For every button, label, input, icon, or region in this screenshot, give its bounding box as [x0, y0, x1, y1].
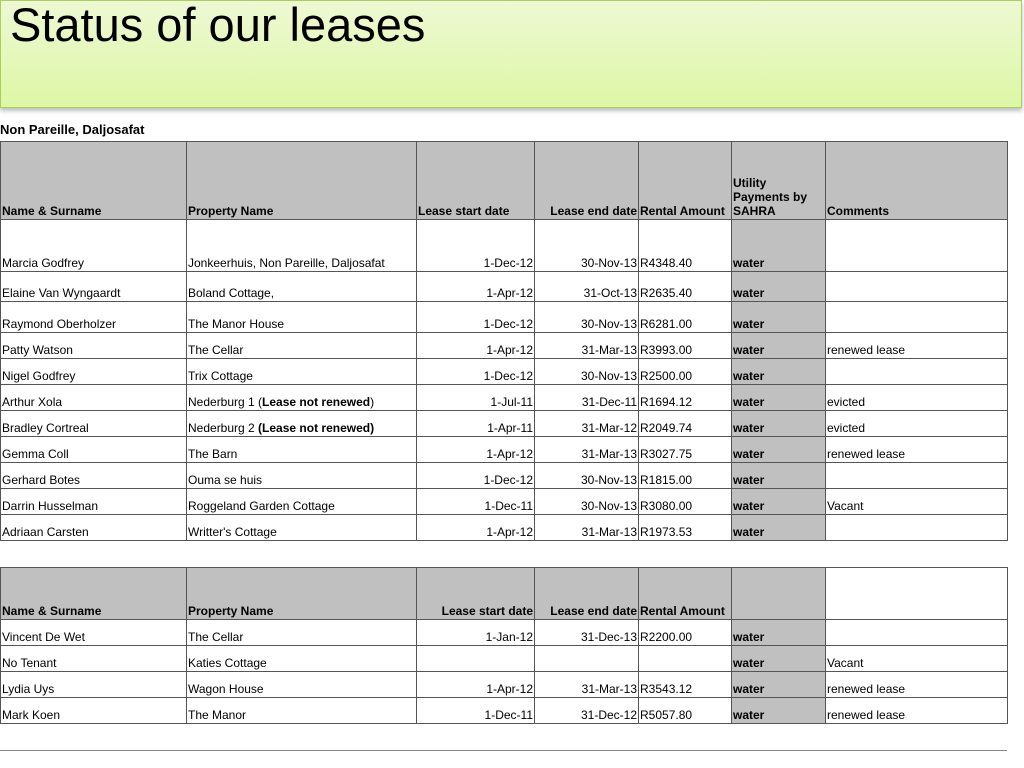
table-row	[1, 333, 1008, 359]
cell-name: Vincent De Wet	[1, 620, 187, 646]
table-row	[1, 672, 1008, 698]
cell-name: Gemma Coll	[1, 437, 187, 463]
cell-utility: water	[732, 672, 826, 698]
header-comments: Comments	[826, 142, 1008, 220]
cell-end-date: 31-Dec-13	[535, 620, 639, 646]
cell-property: Katies Cottage	[187, 646, 417, 672]
cell-end-date: 30-Nov-13	[535, 302, 639, 333]
table-row	[1, 302, 1008, 333]
property-note-text: (Lease not renewed)	[258, 421, 375, 435]
header-name: Name & Surname	[1, 568, 187, 620]
cell-start-date: 1-Apr-12	[417, 515, 535, 541]
cell-property	[187, 411, 417, 437]
header-property: Property Name	[187, 568, 417, 620]
cell-end-date: 31-Dec-11	[535, 385, 639, 411]
table-row	[1, 359, 1008, 385]
cell-end-date: 30-Nov-13	[535, 489, 639, 515]
cell-start-date: 1-Dec-12	[417, 359, 535, 385]
cell-comments	[826, 620, 1008, 646]
cell-start-date: 1-Apr-12	[417, 272, 535, 302]
cell-rent: R2200.00	[639, 620, 732, 646]
cell-comments: renewed lease	[826, 672, 1008, 698]
table-row	[1, 646, 1008, 672]
cell-start-date: 1-Apr-12	[417, 437, 535, 463]
cell-name: No Tenant	[1, 646, 187, 672]
cell-utility: water	[732, 333, 826, 359]
cell-comments	[826, 515, 1008, 541]
cell-property	[187, 359, 417, 385]
cell-rent: R1694.12	[639, 385, 732, 411]
cell-property: The Cellar	[187, 620, 417, 646]
cell-property	[187, 515, 417, 541]
property-suffix-text: )	[370, 395, 375, 409]
cell-utility: water	[732, 359, 826, 385]
cell-comments: renewed lease	[826, 333, 1008, 359]
cell-rent	[639, 646, 732, 672]
header-property: Property Name	[187, 142, 417, 220]
cell-comments	[826, 463, 1008, 489]
property-name-text: Roggeland Garden Cottage	[188, 499, 335, 513]
cell-end-date: 31-Dec-12	[535, 698, 639, 724]
cell-comments: Vacant	[826, 646, 1008, 672]
leases-table-secondary	[0, 567, 1008, 724]
table-row	[1, 385, 1008, 411]
cell-end-date: 31-Mar-13	[535, 333, 639, 359]
cell-name: Marcia Godfrey	[1, 220, 187, 272]
cell-name: Elaine Van Wyngaardt	[1, 272, 187, 302]
cell-comments: renewed lease	[826, 437, 1008, 463]
cell-utility: water	[732, 437, 826, 463]
header-utility	[732, 568, 826, 620]
cell-property: The Manor	[187, 698, 417, 724]
leases-table-main	[0, 141, 1008, 541]
cell-start-date: 1-Jul-11	[417, 385, 535, 411]
cell-property	[187, 272, 417, 302]
cell-rent: R3080.00	[639, 489, 732, 515]
cell-end-date: 31-Oct-13	[535, 272, 639, 302]
table-row	[1, 220, 1008, 272]
cell-rent: R3027.75	[639, 437, 732, 463]
property-name-text: Nederburg 1 (	[188, 395, 263, 409]
cell-utility: water	[732, 302, 826, 333]
table-row	[1, 463, 1008, 489]
property-name-text: The Cellar	[188, 343, 244, 357]
header-utility: Utility Payments by SAHRA	[732, 142, 826, 220]
cell-utility: water	[732, 646, 826, 672]
cell-rent: R3993.00	[639, 333, 732, 359]
cell-utility: water	[732, 620, 826, 646]
cell-start-date: 1-Jan-12	[417, 620, 535, 646]
cell-end-date: 31-Mar-12	[535, 411, 639, 437]
cell-property	[187, 302, 417, 333]
page-title: Status of our leases	[10, 0, 426, 51]
property-name-text: Boland Cottage,	[188, 286, 275, 300]
table-row	[1, 411, 1008, 437]
cell-end-date: 31-Mar-13	[535, 437, 639, 463]
table-row	[1, 489, 1008, 515]
cell-rent: R4348.40	[639, 220, 732, 272]
cell-start-date: 1-Apr-12	[417, 672, 535, 698]
property-name-text: The Manor House	[188, 317, 285, 331]
property-name-text: The Barn	[188, 447, 238, 461]
title-banner	[0, 0, 1022, 108]
cell-start-date: 1-Dec-12	[417, 463, 535, 489]
cell-rent: R5057.80	[639, 698, 732, 724]
cell-rent: R1815.00	[639, 463, 732, 489]
table-header-row	[1, 142, 1008, 220]
cell-comments: evicted	[826, 385, 1008, 411]
header-rent: Rental Amount	[639, 568, 732, 620]
cell-rent: R6281.00	[639, 302, 732, 333]
property-name-text: Trix Cottage	[188, 369, 253, 383]
header-end-date: Lease end date	[535, 568, 639, 620]
property-name-text: Jonkeerhuis, Non Pareille, Daljosafat	[188, 256, 385, 270]
cell-end-date: 30-Nov-13	[535, 359, 639, 385]
cell-comments	[826, 220, 1008, 272]
cell-property	[187, 220, 417, 272]
table-row	[1, 620, 1008, 646]
bottom-divider	[0, 750, 1007, 751]
header-comments	[826, 568, 1008, 620]
header-end-date: Lease end date	[535, 142, 639, 220]
property-name-text: Ouma se huis	[188, 473, 263, 487]
cell-utility: water	[732, 272, 826, 302]
cell-comments	[826, 272, 1008, 302]
cell-utility: water	[732, 385, 826, 411]
cell-utility: water	[732, 698, 826, 724]
cell-name: Raymond Oberholzer	[1, 302, 187, 333]
cell-rent: R2635.40	[639, 272, 732, 302]
cell-end-date	[535, 646, 639, 672]
table-header-row	[1, 568, 1008, 620]
cell-property	[187, 333, 417, 359]
cell-name: Patty Watson	[1, 333, 187, 359]
table-row	[1, 272, 1008, 302]
section-heading: Non Pareille, Daljosafat	[0, 122, 145, 137]
cell-start-date: 1-Dec-11	[417, 698, 535, 724]
cell-name: Nigel Godfrey	[1, 359, 187, 385]
cell-name: Mark Koen	[1, 698, 187, 724]
table-row	[1, 698, 1008, 724]
cell-start-date: 1-Apr-12	[417, 333, 535, 359]
property-name-text: Nederburg 2	[188, 421, 259, 435]
header-rent: Rental Amount	[639, 142, 732, 220]
cell-property: Wagon House	[187, 672, 417, 698]
cell-end-date: 31-Mar-13	[535, 515, 639, 541]
cell-rent: R2500.00	[639, 359, 732, 385]
cell-name: Bradley Cortreal	[1, 411, 187, 437]
cell-comments	[826, 302, 1008, 333]
cell-name: Lydia Uys	[1, 672, 187, 698]
cell-name: Adriaan Carsten	[1, 515, 187, 541]
cell-start-date: 1-Apr-11	[417, 411, 535, 437]
cell-property	[187, 437, 417, 463]
cell-comments	[826, 359, 1008, 385]
cell-comments: evicted	[826, 411, 1008, 437]
cell-end-date: 30-Nov-13	[535, 463, 639, 489]
cell-property	[187, 489, 417, 515]
cell-name: Darrin Husselman	[1, 489, 187, 515]
cell-name: Gerhard Botes	[1, 463, 187, 489]
cell-utility: water	[732, 489, 826, 515]
cell-start-date: 1-Dec-11	[417, 489, 535, 515]
cell-utility: water	[732, 463, 826, 489]
property-name-text: Writter's Cottage	[188, 525, 277, 539]
cell-comments: renewed lease	[826, 698, 1008, 724]
table-row	[1, 515, 1008, 541]
header-name: Name & Surname	[1, 142, 187, 220]
header-start-date: Lease start date	[417, 142, 535, 220]
cell-utility: water	[732, 411, 826, 437]
property-note-text: Lease not renewed	[262, 395, 371, 409]
cell-property	[187, 463, 417, 489]
cell-start-date: 1-Dec-12	[417, 302, 535, 333]
cell-end-date: 30-Nov-13	[535, 220, 639, 272]
header-start-date: Lease start date	[417, 568, 535, 620]
table-row	[1, 437, 1008, 463]
cell-comments: Vacant	[826, 489, 1008, 515]
cell-rent: R1973.53	[639, 515, 732, 541]
cell-property	[187, 385, 417, 411]
cell-utility: water	[732, 220, 826, 272]
cell-start-date: 1-Dec-12	[417, 220, 535, 272]
cell-rent: R2049.74	[639, 411, 732, 437]
cell-name: Arthur Xola	[1, 385, 187, 411]
cell-start-date	[417, 646, 535, 672]
cell-utility: water	[732, 515, 826, 541]
cell-rent: R3543.12	[639, 672, 732, 698]
cell-end-date: 31-Mar-13	[535, 672, 639, 698]
